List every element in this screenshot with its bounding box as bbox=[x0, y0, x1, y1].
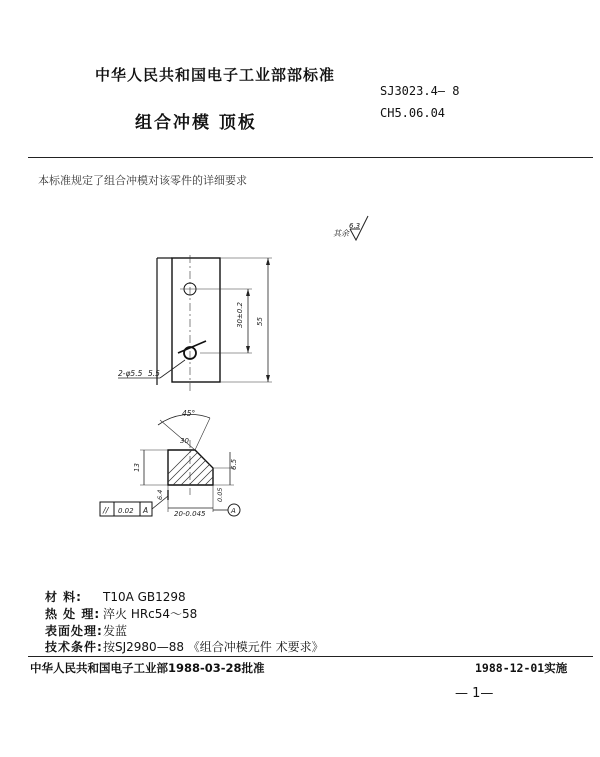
datum-label: A bbox=[231, 507, 236, 515]
tolerance-datum: A bbox=[143, 506, 149, 515]
spec-surface-treatment-label: 表面处理: bbox=[45, 624, 103, 638]
dim-right-small: 0.05 bbox=[216, 487, 224, 502]
dim-left-small: 6.4 bbox=[156, 489, 164, 500]
spec-surface-treatment bbox=[45, 622, 127, 639]
dim-angle: 45° bbox=[182, 409, 196, 418]
footer-divider bbox=[28, 656, 593, 657]
scope-statement: 本标准规定了组合冲模对该零件的详细要求 bbox=[38, 174, 247, 187]
approval-statement: 中华人民共和国电子工业部1988-03-28批准 bbox=[30, 661, 265, 675]
dim-vertical-outer: 55 bbox=[256, 317, 264, 326]
ministry-standard-title: 中华人民共和国电子工业部部标准 bbox=[95, 66, 336, 84]
document-title: 组合冲模 顶板 bbox=[135, 113, 257, 133]
roughness-note: 其余 bbox=[333, 229, 349, 238]
dim-chamfer: 30 bbox=[180, 437, 189, 445]
dim-step: 6.5 bbox=[230, 458, 238, 470]
tolerance-symbol: // bbox=[103, 506, 109, 515]
effective-date: 1988-12-01实施 bbox=[475, 661, 568, 675]
spec-material bbox=[45, 588, 186, 605]
hole-callout-tail: 5.5 bbox=[148, 369, 160, 378]
spec-technical-conditions-label: 技术条件: bbox=[45, 640, 103, 654]
spec-heat-treatment-value: 淬火 HRc54～58 bbox=[103, 607, 198, 621]
dim-height: 13 bbox=[133, 463, 141, 472]
spec-material-value: T10A GB1298 bbox=[103, 590, 186, 604]
spec-surface-treatment-value: 发蓝 bbox=[103, 624, 128, 638]
spec-material-label: 材 料: bbox=[45, 590, 82, 604]
roughness-symbol bbox=[333, 216, 368, 240]
hole-callout: 2-φ5.5 bbox=[118, 369, 143, 378]
top-view bbox=[118, 255, 272, 392]
classification-code: CH5.06.04 bbox=[380, 106, 446, 120]
standard-code: SJ3023.4— 8 bbox=[380, 84, 460, 98]
tolerance-value: 0.02 bbox=[118, 507, 134, 515]
page-number: — 1— bbox=[455, 686, 494, 701]
spec-technical-conditions-value: 按SJ2980—88 《组合冲模元件 术要求》 bbox=[103, 640, 324, 654]
dim-vertical-inner: 30±0.2 bbox=[236, 302, 244, 328]
section-view bbox=[100, 409, 248, 518]
spec-heat-treatment-label: 热 处 理: bbox=[45, 607, 101, 621]
spec-heat-treatment bbox=[45, 605, 197, 622]
spec-technical-conditions bbox=[45, 638, 324, 655]
roughness-value: 6.3 bbox=[349, 222, 361, 230]
dim-width: 20-0.045 bbox=[174, 510, 206, 518]
